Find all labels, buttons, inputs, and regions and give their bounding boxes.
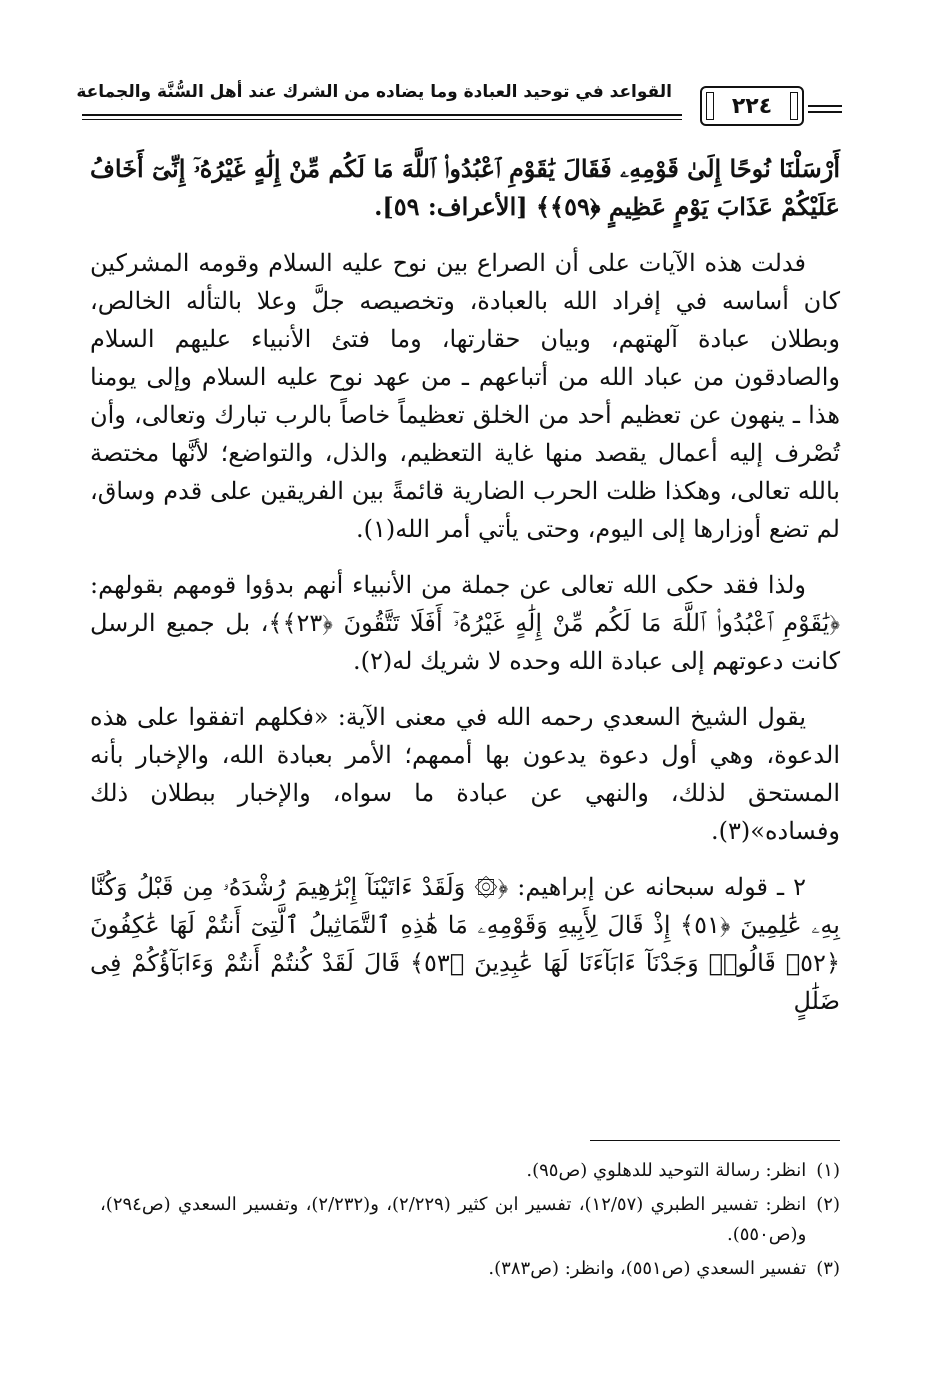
footnote-text: انظر: تفسير الطبري (١٢/٥٧)، تفسير ابن كثير (٢/٢٢٩)، و(٢/٢٣٢)، وتفسير السعدي (ص٢٩٤)، و(ص٥٥٠). <box>100 1194 807 1245</box>
body-paragraph: يقول الشيخ السعدي رحمه الله في معنى الآية: «فكلهم اتفقوا على هذه الدعوة، وهي أول دعوة يدعون بها أممهم؛ الأمر بعبادة الله، والإخبار بأنه المستحق لذلك، والنهي عن عبادة ما سواه، والإخبار ببطلان ذلك وفساده»(٣). <box>90 703 840 845</box>
footnote-number: (٣) <box>816 1258 840 1279</box>
footnote-number: (١) <box>816 1160 840 1181</box>
footnote-separator <box>590 1140 840 1141</box>
footnote-text: انظر: رسالة التوحيد للدهلوي (ص٩٥). <box>526 1160 807 1181</box>
body-paragraph: فدلت هذه الآيات على أن الصراع بين نوح عليه السلام وقومه المشركين كان أساسه في إفراد الله بالعبادة، وتخصيصه جلَّ وعلا بالتأله الخالص، وبطلان عبادة آلهتهم، وبيان حقارتها، وما فتئ الأنبياء عليهم السلام والصادقون من عباد الله من أتباعهم ـ من عهد نوح عليه السلام وإلى يومنا هذا ـ ينهون عن تعظيم أحد من الخلق تعظيماً خاصاً بالرب تبارك وتعالى، وأن تُصْرف إليه أعمال يقصد منها غاية التعظيم، والذل، والتواضع؛ لأنَّها مختصة بالله تعالى، وهكذا ظلت الحرب الضارية قائمةً بين الفريقين على قدم وساق، لم تضع أوزارها إلى اليوم، وحتى يأتي أمر الله(١). <box>90 249 840 543</box>
body-paragraph: ولذا فقد حكى الله تعالى عن جملة من الأنبياء أنهم بدؤوا قومهم بقولهم: ﴿يَٰقَوْمِ ٱعْبُدُوا۟ ٱللَّهَ مَا لَكُم مِّنْ إِلَٰهٍ غَيْرُهُۥٓ أَفَلَا تَتَّقُونَ ﴿٢٣﴾﴾، بل جميع الرسل كانت دعوتهم إلى عبادة الله وحده لا شريك له(٢). <box>90 571 840 675</box>
footnote-number: (٢) <box>816 1194 840 1215</box>
main-text <box>90 150 840 1038</box>
body-paragraph: ٢ ـ قوله سبحانه عن إبراهيم: ﴿۞ وَلَقَدْ ءَاتَيْنَآ إِبْرَٰهِيمَ رُشْدَهُۥ مِن قَبْلُ وَكُنَّا بِهِۦ عَٰلِمِينَ ﴿٥١﴾ إِذْ قَالَ لِأَبِيهِ وَقَوْمِهِۦ مَا هَٰذِهِ ٱلتَّمَاثِيلُ ٱلَّتِىٓ أَنتُمْ لَهَا عَٰكِفُونَ ﴿٥٢﴾ قَالُوا۟ وَجَدْنَآ ءَابَآءَنَا لَهَا عَٰبِدِينَ ﴿٥٣﴾ قَالَ لَقَدْ كُنتُمْ أَنتُمْ وَءَابَآؤُكُمْ فِى ضَلَٰلٍ <box>90 873 840 1015</box>
header-rule-right-thin <box>808 111 842 113</box>
header-rule-thin <box>82 119 682 120</box>
header-rule <box>82 114 682 116</box>
quran-verse-paragraph: أَرْسَلْنَا نُوحًا إِلَىٰ قَوْمِهِۦ فَقَالَ يَٰقَوْمِ ٱعْبُدُوا۟ ٱللَّهَ مَا لَكُم مِّنْ إِلَٰهٍ غَيْرُهُۥٓ إِنِّىٓ أَخَافُ عَلَيْكُمْ عَذَابَ يَوْمٍ عَظِيمٍ ﴿٥٩﴾﴾ [الأعراف: ٥٩]. <box>90 154 840 221</box>
footnote <box>100 1254 840 1284</box>
page-number-box <box>700 86 804 126</box>
footnotes <box>100 1156 840 1288</box>
header-rule-right <box>808 105 842 107</box>
page-number: ٢٢٤ <box>731 93 773 119</box>
footnote <box>100 1156 840 1186</box>
footnote <box>100 1190 840 1250</box>
page-header <box>76 78 842 128</box>
running-title: القواعد في توحيد العبادة وما يضاده من الشرك عند أهل السُّنَّة والجماعة <box>76 82 672 102</box>
footnote-text: تفسير السعدي (ص٥٥١)، وانظر: (ص٣٨٣). <box>488 1258 807 1279</box>
